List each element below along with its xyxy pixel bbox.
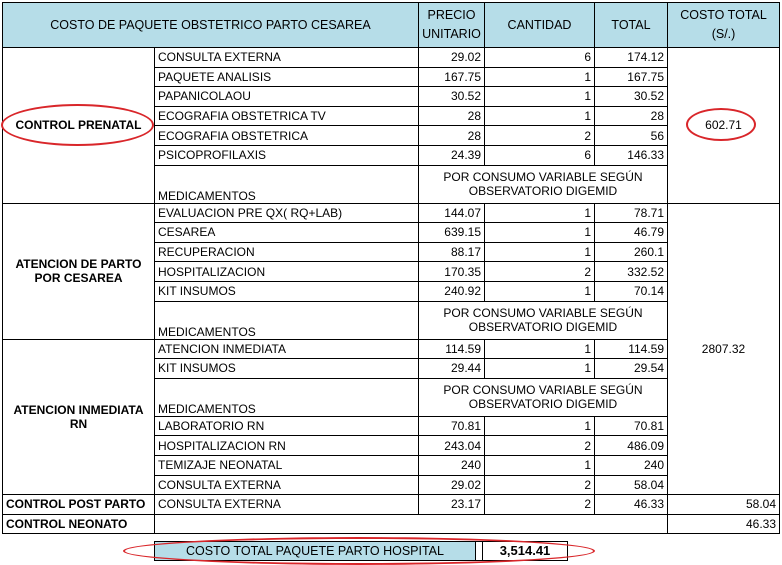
line-total: 167.75 <box>595 67 668 87</box>
line-total: 78.71 <box>595 203 668 223</box>
line-total: 28 <box>595 106 668 126</box>
quantity: 6 <box>485 48 595 68</box>
line-total: 58.04 <box>595 475 668 495</box>
line-total: 46.79 <box>595 223 668 243</box>
unit-price: 88.17 <box>419 242 485 262</box>
item-name: PAQUETE ANALISIS <box>155 67 419 87</box>
item-name: CONSULTA EXTERNA <box>155 48 419 68</box>
line-total: 46.33 <box>595 495 668 515</box>
cost-total-parto-rn: 2807.32 <box>668 203 780 495</box>
unit-price: 30.52 <box>419 87 485 107</box>
item-name: KIT INSUMOS <box>155 359 419 379</box>
grand-total-value: 3,514.41 <box>499 543 551 558</box>
quantity: 6 <box>485 145 595 165</box>
line-total: 29.54 <box>595 359 668 379</box>
item-name: HOSPITALIZACION <box>155 262 419 282</box>
quantity: 1 <box>485 87 595 107</box>
unit-price: 144.07 <box>419 203 485 223</box>
unit-price: 167.75 <box>419 67 485 87</box>
cost-total-postparto: 58.04 <box>668 495 780 515</box>
item-name: RECUPERACION <box>155 242 419 262</box>
item-name: PSICOPROFILAXIS <box>155 145 419 165</box>
item-name: MEDICAMENTOS <box>155 165 419 203</box>
quantity: 2 <box>485 436 595 456</box>
quantity: 1 <box>485 359 595 379</box>
quantity: 1 <box>485 106 595 126</box>
item-name: CONSULTA EXTERNA <box>155 495 419 515</box>
quantity: 1 <box>485 242 595 262</box>
quantity: 1 <box>485 223 595 243</box>
unit-price: 24.39 <box>419 145 485 165</box>
header-cantidad: CANTIDAD <box>485 3 595 48</box>
table-row <box>3 514 780 534</box>
line-total: 240 <box>595 455 668 475</box>
variable-consumption-note: POR CONSUMO VARIABLE SEGÚN OBSERVATORIO DIGEMID <box>419 378 668 416</box>
header-total: TOTAL <box>595 3 668 48</box>
section-control-neonato: CONTROL NEONATO <box>3 514 155 534</box>
item-name: ECOGRAFIA OBSTETRICA TV <box>155 106 419 126</box>
unit-price: 29.02 <box>419 48 485 68</box>
section-control-post-parto: CONTROL POST PARTO <box>3 495 155 515</box>
unit-price: 28 <box>419 106 485 126</box>
unit-price: 29.44 <box>419 359 485 379</box>
table-row <box>3 339 780 359</box>
empty-cell <box>155 514 668 534</box>
quantity: 1 <box>485 203 595 223</box>
item-name: CESAREA <box>155 223 419 243</box>
item-name: KIT INSUMOS <box>155 281 419 301</box>
variable-consumption-note: POR CONSUMO VARIABLE SEGÚN OBSERVATORIO DIGEMID <box>419 165 668 203</box>
unit-price: 29.02 <box>419 475 485 495</box>
unit-price: 170.35 <box>419 262 485 282</box>
section-atencion-parto: ATENCION DE PARTO POR CESAREA <box>3 203 155 339</box>
line-total: 70.14 <box>595 281 668 301</box>
variable-consumption-note: POR CONSUMO VARIABLE SEGÚN OBSERVATORIO DIGEMID <box>419 301 668 339</box>
quantity: 2 <box>485 495 595 515</box>
line-total: 146.33 <box>595 145 668 165</box>
item-name: ATENCION INMEDIATA <box>155 339 419 359</box>
table-row <box>3 495 780 515</box>
quantity: 2 <box>485 262 595 282</box>
unit-price: 240.92 <box>419 281 485 301</box>
item-name: MEDICAMENTOS <box>155 301 419 339</box>
quantity: 2 <box>485 126 595 146</box>
line-total: 260.1 <box>595 242 668 262</box>
item-name: ECOGRAFIA OBSTETRICA <box>155 126 419 146</box>
table-row <box>3 203 780 223</box>
line-total: 30.52 <box>595 87 668 107</box>
cost-table <box>2 2 780 534</box>
unit-price: 240 <box>419 455 485 475</box>
line-total: 56 <box>595 126 668 146</box>
section-atencion-rn: ATENCION INMEDIATA RN <box>3 339 155 495</box>
quantity: 2 <box>485 475 595 495</box>
line-total: 114.59 <box>595 339 668 359</box>
unit-price: 70.81 <box>419 416 485 436</box>
item-name: TEMIZAJE NEONATAL <box>155 455 419 475</box>
header-precio: PRECIO UNITARIO <box>419 3 485 48</box>
table-row <box>3 48 780 68</box>
grand-total-label: COSTO TOTAL PAQUETE PARTO HOSPITAL <box>155 542 476 560</box>
item-name: HOSPITALIZACION RN <box>155 436 419 456</box>
quantity: 1 <box>485 281 595 301</box>
cost-total-prenatal: 602.71 <box>668 48 780 204</box>
item-name: LABORATORIO RN <box>155 416 419 436</box>
cost-total-neonato: 46.33 <box>668 514 780 534</box>
header-row <box>3 3 780 48</box>
header-title: COSTO DE PAQUETE OBSTETRICO PARTO CESAREA <box>3 3 419 48</box>
section-control-prenatal: CONTROL PRENATAL <box>3 48 155 204</box>
quantity: 1 <box>485 339 595 359</box>
item-name: CONSULTA EXTERNA <box>155 475 419 495</box>
quantity: 1 <box>485 455 595 475</box>
line-total: 486.09 <box>595 436 668 456</box>
unit-price: 243.04 <box>419 436 485 456</box>
line-total: 332.52 <box>595 262 668 282</box>
header-costo-total: COSTO TOTAL (S/.) <box>668 3 780 48</box>
line-total: 174.12 <box>595 48 668 68</box>
item-name: MEDICAMENTOS <box>155 378 419 416</box>
unit-price: 114.59 <box>419 339 485 359</box>
quantity: 1 <box>485 67 595 87</box>
quantity: 1 <box>485 416 595 436</box>
line-total: 70.81 <box>595 416 668 436</box>
item-name: PAPANICOLAOU <box>155 87 419 107</box>
unit-price: 23.17 <box>419 495 485 515</box>
unit-price: 28 <box>419 126 485 146</box>
grand-total-box <box>154 541 568 561</box>
unit-price: 639.15 <box>419 223 485 243</box>
item-name: EVALUACION PRE QX( RQ+LAB) <box>155 203 419 223</box>
